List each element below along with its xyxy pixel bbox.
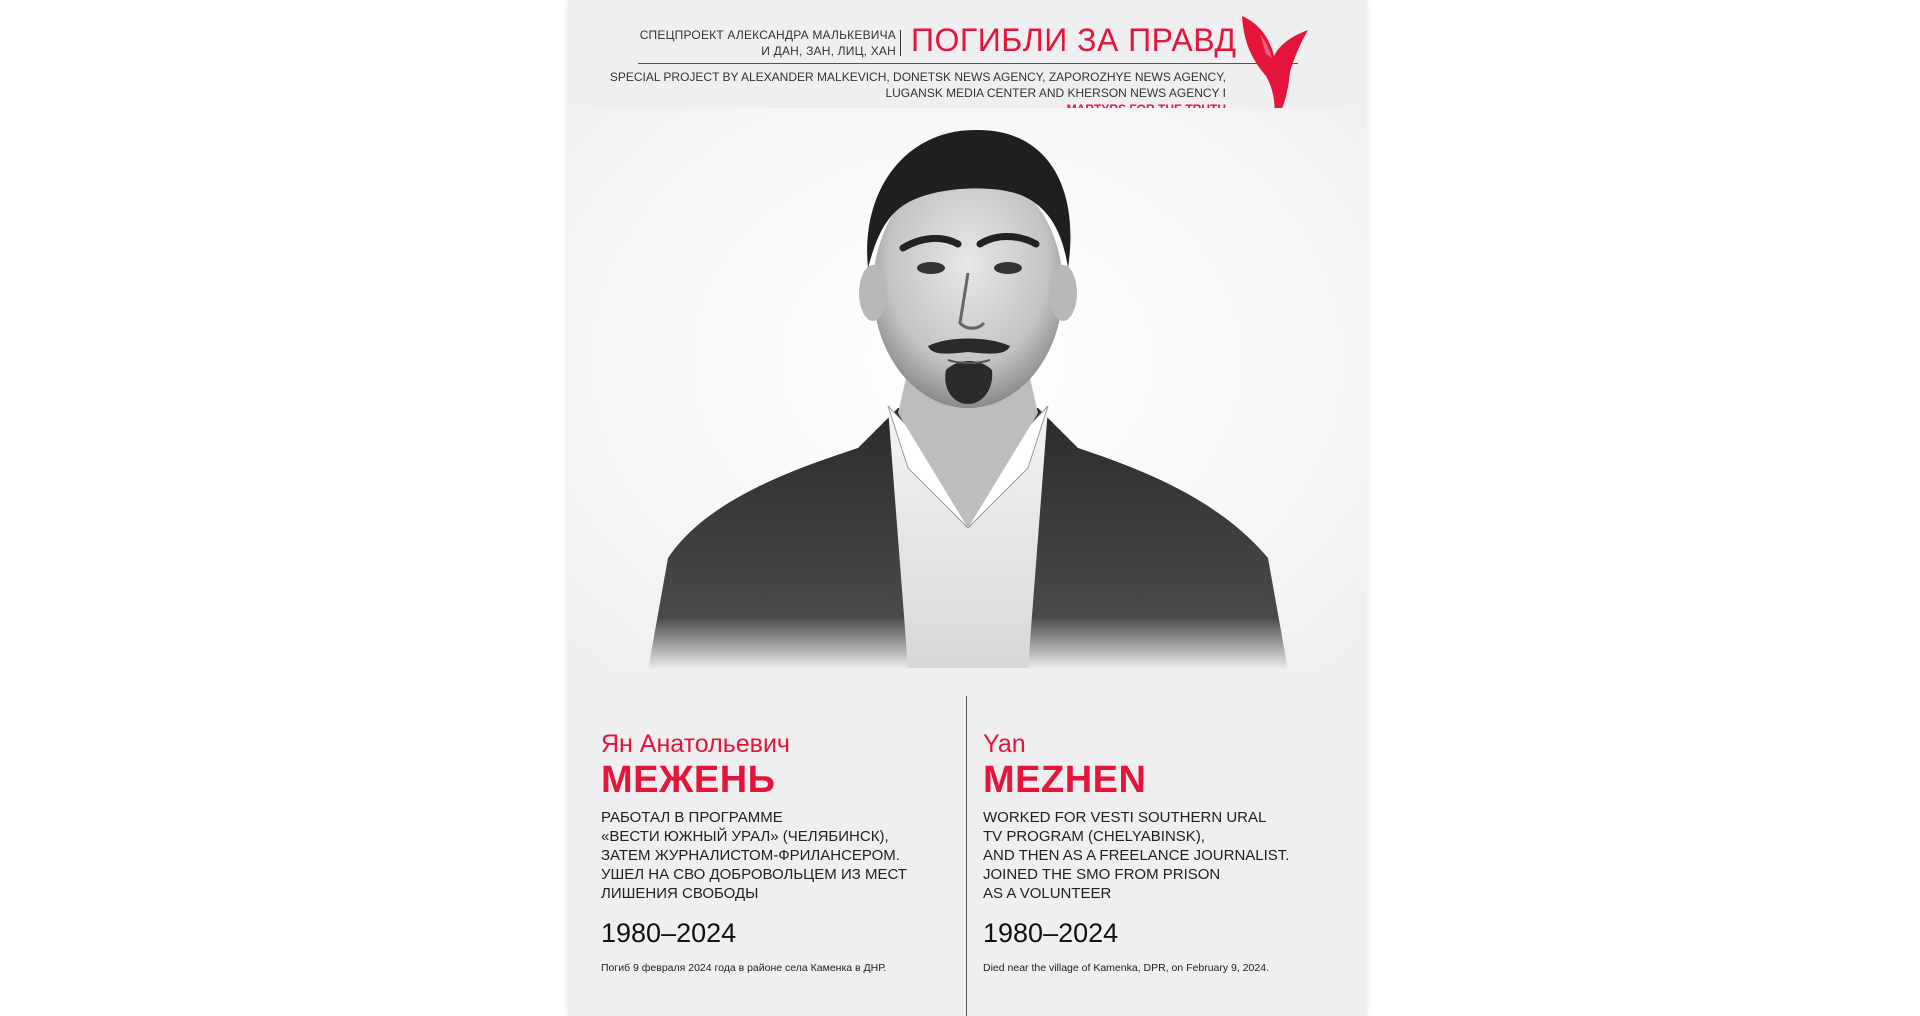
bio-panel [568,670,1366,1016]
bio-text-ru [601,808,951,903]
portrait [568,108,1366,670]
project-credit-ru [616,27,896,59]
bio-line: AND THEN AS A FREELANCE JOURNALIST. [983,847,1290,864]
bio-line: WORKED FOR VESTI SOUTHERN URAL [983,809,1267,826]
bio-line: TV PROGRAM (CHELYABINSK), [983,828,1205,845]
project-credit-ru-line: И ДАН, ЗАН, ЛИЦ, ХАН [761,44,896,58]
header-rule [638,63,1298,64]
column-divider [966,696,967,1016]
first-name-en: Yan [983,730,1026,758]
bio-line: AS A VOLUNTEER [983,885,1112,902]
last-name-ru: МЕЖЕНЬ [601,759,776,801]
last-name-en: MEZHEN [983,759,1147,801]
first-name-ru: Ян Анатольевич [601,730,790,758]
project-credit-ru-line: СПЕЦПРОЕКТ АЛЕКСАНДРА МАЛЬКЕВИЧА [639,28,896,42]
project-credit-en-line: SPECIAL PROJECT BY ALEXANDER MALKEVICH, DONETSK NEWS AGENCY, ZAPOROZHYE NEWS AGENCY, [609,70,1226,84]
bio-line: JOINED THE SMO FROM PRISON [983,866,1221,883]
memorial-card [568,0,1366,1016]
bio-line: УШЕЛ НА СВО ДОБРОВОЛЬЦЕМ ИЗ МЕСТ [601,866,907,883]
header-separator [900,30,901,56]
header [568,0,1366,108]
bio-text-en [983,808,1333,903]
bio-line: РАБОТАЛ В ПРОГРАММЕ [601,809,783,826]
bio-column-en [983,730,1333,975]
years-en: 1980–2024 [983,918,1119,948]
bio-line: ЗАТЕМ ЖУРНАЛИСТОМ-ФРИЛАНСЕРОМ. [601,847,900,864]
project-credit-en-text: LUGANSK MEDIA CENTER AND KHERSON NEWS AGENCY I [885,86,1226,100]
project-title: ПОГИБЛИ ЗА ПРАВД [911,22,1237,58]
years-ru: 1980–2024 [601,918,737,948]
man-portrait-illustration-icon [568,108,1366,670]
bio-column-ru [601,730,951,975]
bio-line: «ВЕСТИ ЮЖНЫЙ УРАЛ» (ЧЕЛЯБИНСК), [601,828,889,845]
death-note-ru: Погиб 9 февраля 2024 года в районе села Каменка в ДНР. [601,962,887,974]
bio-line: ЛИШЕНИЯ СВОБОДЫ [601,885,759,902]
death-note-en: Died near the village of Kamenka, DPR, on February 9, 2024. [983,962,1269,974]
